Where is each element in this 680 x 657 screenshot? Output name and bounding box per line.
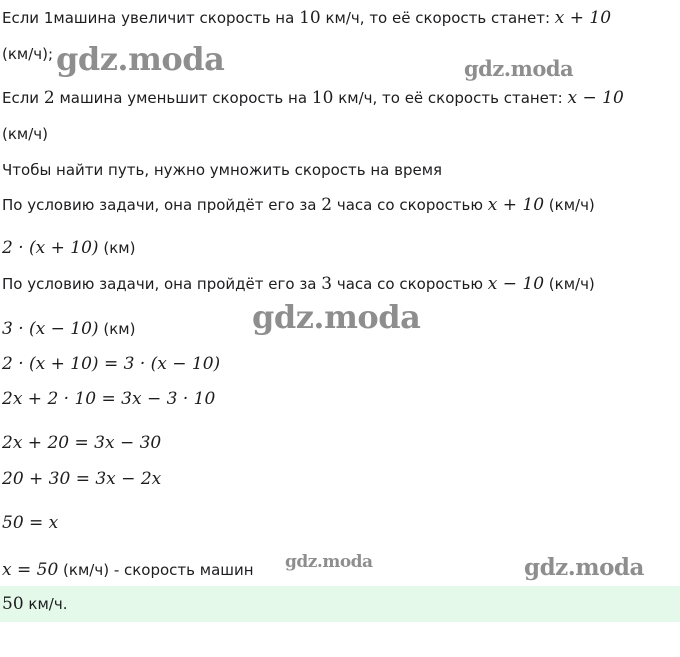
text-line-1: Если 1машина увеличит скорость на 10 км/ч, то её скорость станет: x + 10	[2, 8, 612, 28]
text-line-9: 3 · (x − 10) (км)	[2, 319, 136, 339]
text-line-4: (км/ч)	[2, 125, 48, 143]
math-expression: x + 10	[487, 195, 545, 215]
watermark: gdz.moda	[252, 298, 421, 336]
text-line-5: Чтобы найти путь, нужно умножить скорость на время	[2, 161, 443, 179]
math-expression: 20 + 30 = 3x − 2x	[2, 469, 162, 489]
watermark: gdz.moda	[56, 40, 225, 78]
math-expression: x − 10	[567, 88, 624, 108]
text-line-6: По условию задачи, она пройдёт его за 2 часа со скоростью x + 10 (км/ч)	[2, 195, 595, 215]
math-expression: 2 · (x + 10) = 3 · (x − 10)	[2, 354, 221, 374]
watermark: gdz.moda	[464, 56, 574, 81]
text-line-15: x = 50 (км/ч) - скорость машин	[2, 560, 254, 580]
equation-line-12	[2, 433, 161, 453]
text-line-2: (км/ч);	[2, 45, 54, 63]
equation-line-10	[2, 354, 220, 374]
math-expression: 2 · (x + 10)	[2, 238, 99, 258]
answer-line: 50 км/ч.	[2, 594, 68, 614]
math-expression: 2x + 20 = 3x − 30	[2, 433, 162, 453]
text-line-3: Если 2 машина уменьшит скорость на 10 км/ч, то её скорость станет: x − 10	[2, 88, 624, 108]
text-line-8: По условию задачи, она пройдёт его за 3 часа со скоростью x − 10 (км/ч)	[2, 274, 595, 294]
text-line-7: 2 · (x + 10) (км)	[2, 238, 136, 258]
answer-box	[0, 586, 680, 622]
math-expression: x + 10	[554, 8, 612, 28]
math-expression: x = 50	[2, 560, 59, 580]
watermark: gdz.moda	[524, 554, 644, 581]
equation-line-11	[2, 389, 215, 409]
equation-line-13	[2, 469, 161, 489]
math-expression: 50 = x	[2, 513, 59, 533]
watermark: gdz.moda	[285, 552, 373, 572]
math-expression: 3 · (x − 10)	[2, 319, 99, 339]
math-expression: 2x + 2 · 10 = 3x − 3 · 10	[2, 389, 216, 409]
equation-line-14	[2, 513, 58, 533]
math-expression: x − 10	[487, 274, 545, 294]
